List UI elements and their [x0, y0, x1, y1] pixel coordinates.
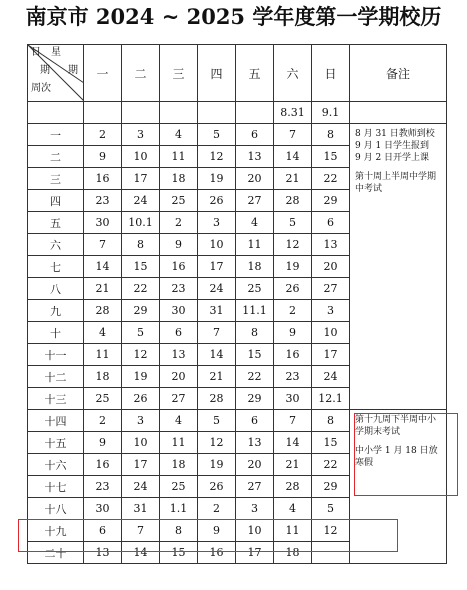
note-line: 9 月 1 日学生报到: [355, 141, 430, 151]
week-row: [28, 124, 447, 146]
week-number-cell: 二十: [28, 542, 84, 564]
date-cell: 4: [236, 212, 274, 234]
date-cell: 13: [160, 344, 198, 366]
date-cell: 10: [236, 520, 274, 542]
date-cell: 3: [122, 410, 160, 432]
note-midterm-exam: 第十周上半周中学期中考试: [355, 172, 437, 194]
date-cell: 8: [122, 234, 160, 256]
date-cell: 20: [236, 454, 274, 476]
date-cell: 2: [274, 300, 312, 322]
date-cell: [160, 102, 198, 124]
note-line: 9 月 2 日开学上课: [355, 153, 430, 163]
col-header-sun: 日: [312, 45, 350, 102]
page-title: 南京市 2024 ~ 2025 学年度第一学期校历: [25, 4, 442, 29]
date-cell: 19: [198, 168, 236, 190]
date-cell: 2: [84, 410, 122, 432]
date-cell: 24: [312, 366, 350, 388]
date-cell: 16: [198, 542, 236, 564]
date-cell: 21: [198, 366, 236, 388]
date-cell: 14: [274, 146, 312, 168]
date-cell: 9: [84, 146, 122, 168]
date-cell: 26: [198, 476, 236, 498]
date-cell: 13: [312, 234, 350, 256]
date-cell: [236, 102, 274, 124]
week-number-cell: 十五: [28, 432, 84, 454]
date-cell: 12: [198, 146, 236, 168]
corner-header: [28, 45, 84, 102]
date-cell: 4: [160, 410, 198, 432]
date-cell: 16: [160, 256, 198, 278]
date-cell: 26: [122, 388, 160, 410]
date-cell: 13: [84, 542, 122, 564]
week-number-cell: 一: [28, 124, 84, 146]
week-number-cell: 十六: [28, 454, 84, 476]
date-cell: 10: [198, 234, 236, 256]
date-cell: 17: [236, 542, 274, 564]
header-row: [28, 45, 447, 102]
date-cell: 14: [84, 256, 122, 278]
note-winter-break: 中小学 1 月 18 日放寒假: [355, 446, 438, 468]
date-cell: 2: [198, 498, 236, 520]
date-cell: 2: [160, 212, 198, 234]
notes-empty-cell: [350, 102, 447, 124]
col-header-tue: 二: [122, 45, 160, 102]
date-cell: 14: [274, 432, 312, 454]
highlight-notes-box: [354, 413, 458, 496]
note-line: 8 月 31 日教师到校: [355, 129, 435, 139]
date-cell: 11: [160, 146, 198, 168]
date-cell: 23: [160, 278, 198, 300]
date-cell: 29: [312, 476, 350, 498]
date-cell: 20: [312, 256, 350, 278]
date-cell: 8.31: [274, 102, 312, 124]
week-number-cell: 十七: [28, 476, 84, 498]
date-cell: [84, 102, 122, 124]
col-header-thu: 四: [198, 45, 236, 102]
col-header-notes: 备注: [350, 45, 447, 102]
date-cell: 18: [160, 168, 198, 190]
week-number-cell: 四: [28, 190, 84, 212]
col-header-mon: 一: [84, 45, 122, 102]
date-cell: 12: [274, 234, 312, 256]
date-cell: 17: [198, 256, 236, 278]
week-number-cell: 十八: [28, 498, 84, 520]
date-cell: 8: [160, 520, 198, 542]
date-cell: 7: [274, 410, 312, 432]
date-cell: 12: [312, 520, 350, 542]
date-cell: 15: [122, 256, 160, 278]
date-cell: 11: [160, 432, 198, 454]
date-cell: 11: [274, 520, 312, 542]
date-cell: 30: [84, 212, 122, 234]
date-cell: 25: [160, 476, 198, 498]
week-number-cell: [28, 102, 84, 124]
note-final-exam: 第十九周下半周中小学期末考试: [355, 415, 437, 437]
date-cell: 8: [312, 410, 350, 432]
week-number-cell: 六: [28, 234, 84, 256]
date-cell: 10: [122, 432, 160, 454]
date-cell: 27: [236, 476, 274, 498]
date-cell: 9: [160, 234, 198, 256]
date-cell: 27: [236, 190, 274, 212]
date-cell: 18: [84, 366, 122, 388]
date-cell: 30: [274, 388, 312, 410]
date-cell: 18: [236, 256, 274, 278]
date-cell: 22: [312, 168, 350, 190]
date-cell: 28: [198, 388, 236, 410]
week-number-cell: 十九: [28, 520, 84, 542]
date-cell: 4: [274, 498, 312, 520]
date-cell: 16: [84, 454, 122, 476]
date-cell: 25: [236, 278, 274, 300]
date-cell: 16: [84, 168, 122, 190]
date-cell: 21: [84, 278, 122, 300]
col-header-wed: 三: [160, 45, 198, 102]
date-cell: 15: [312, 432, 350, 454]
date-cell: 27: [160, 388, 198, 410]
date-cell: 21: [274, 454, 312, 476]
date-cell: 9.1: [312, 102, 350, 124]
date-cell: 3: [312, 300, 350, 322]
date-cell: 8: [312, 124, 350, 146]
date-cell: 15: [312, 146, 350, 168]
note-start-of-term: [355, 128, 442, 164]
date-cell: 22: [236, 366, 274, 388]
date-cell: 3: [198, 212, 236, 234]
date-cell: 25: [84, 388, 122, 410]
week-number-cell: 十二: [28, 366, 84, 388]
week-number-cell: 九: [28, 300, 84, 322]
date-cell: 29: [312, 190, 350, 212]
date-cell: 17: [122, 168, 160, 190]
date-cell: 12: [122, 344, 160, 366]
date-cell: 28: [274, 476, 312, 498]
date-cell: 5: [274, 212, 312, 234]
date-cell: 5: [312, 498, 350, 520]
date-cell: 6: [236, 124, 274, 146]
date-cell: 6: [160, 322, 198, 344]
date-cell: 9: [84, 432, 122, 454]
date-cell: 24: [122, 190, 160, 212]
week-number-cell: 五: [28, 212, 84, 234]
date-cell: 29: [236, 388, 274, 410]
date-cell: 24: [198, 278, 236, 300]
date-cell: 31: [198, 300, 236, 322]
date-cell: 20: [160, 366, 198, 388]
week-number-cell: 十三: [28, 388, 84, 410]
date-cell: 12: [198, 432, 236, 454]
week-number-cell: 三: [28, 168, 84, 190]
date-cell: 4: [160, 124, 198, 146]
week-row: [28, 102, 447, 124]
date-cell: 5: [198, 410, 236, 432]
date-cell: 13: [236, 146, 274, 168]
week-number-cell: 八: [28, 278, 84, 300]
date-cell: 6: [84, 520, 122, 542]
date-cell: 3: [122, 124, 160, 146]
week-number-cell: 十: [28, 322, 84, 344]
date-cell: 26: [274, 278, 312, 300]
date-cell: 23: [84, 476, 122, 498]
date-cell: 25: [160, 190, 198, 212]
date-cell: 6: [312, 212, 350, 234]
col-header-sat: 六: [274, 45, 312, 102]
corner-bottom-label: 周次: [31, 83, 51, 94]
date-cell: 14: [122, 542, 160, 564]
date-cell: 30: [160, 300, 198, 322]
date-cell: 7: [274, 124, 312, 146]
date-cell: 19: [274, 256, 312, 278]
date-cell: 9: [198, 520, 236, 542]
date-cell: 17: [122, 454, 160, 476]
date-cell: 27: [312, 278, 350, 300]
date-cell: 12.1: [312, 388, 350, 410]
date-cell: 6: [236, 410, 274, 432]
date-cell: 11: [84, 344, 122, 366]
date-cell: 18: [160, 454, 198, 476]
week-number-cell: 二: [28, 146, 84, 168]
date-cell: 13: [236, 432, 274, 454]
date-cell: 19: [122, 366, 160, 388]
date-cell: 24: [122, 476, 160, 498]
corner-mid-right: 期: [68, 65, 78, 76]
date-cell: 20: [236, 168, 274, 190]
date-cell: 21: [274, 168, 312, 190]
date-cell: 5: [198, 124, 236, 146]
date-cell: 31: [122, 498, 160, 520]
corner-top-label: 日 星: [31, 47, 61, 58]
date-cell: 3: [236, 498, 274, 520]
col-header-fri: 五: [236, 45, 274, 102]
date-cell: [198, 102, 236, 124]
date-cell: 22: [312, 454, 350, 476]
date-cell: 23: [274, 366, 312, 388]
date-cell: 5: [122, 322, 160, 344]
date-cell: 10.1: [122, 212, 160, 234]
date-cell: 22: [122, 278, 160, 300]
week-number-cell: 十一: [28, 344, 84, 366]
date-cell: 16: [274, 344, 312, 366]
highlight-week-19-box: [18, 519, 398, 552]
date-cell: 7: [84, 234, 122, 256]
date-cell: 11.1: [236, 300, 274, 322]
date-cell: 7: [122, 520, 160, 542]
corner-mid-left: 期: [40, 65, 50, 76]
date-cell: 4: [84, 322, 122, 344]
date-cell: 18: [274, 542, 312, 564]
date-cell: 11: [236, 234, 274, 256]
date-cell: 2: [84, 124, 122, 146]
date-cell: 29: [122, 300, 160, 322]
week-number-cell: 十四: [28, 410, 84, 432]
date-cell: 28: [274, 190, 312, 212]
date-cell: 10: [122, 146, 160, 168]
date-cell: 30: [84, 498, 122, 520]
date-cell: 14: [198, 344, 236, 366]
date-cell: 9: [274, 322, 312, 344]
date-cell: 8: [236, 322, 274, 344]
date-cell: 17: [312, 344, 350, 366]
date-cell: 10: [312, 322, 350, 344]
date-cell: 1.1: [160, 498, 198, 520]
date-cell: 19: [198, 454, 236, 476]
notes-cell-autumn: [350, 124, 447, 410]
date-cell: 15: [160, 542, 198, 564]
date-cell: [122, 102, 160, 124]
date-cell: 28: [84, 300, 122, 322]
date-cell: 7: [198, 322, 236, 344]
week-number-cell: 七: [28, 256, 84, 278]
date-cell: 15: [236, 344, 274, 366]
date-cell: 26: [198, 190, 236, 212]
date-cell: 23: [84, 190, 122, 212]
